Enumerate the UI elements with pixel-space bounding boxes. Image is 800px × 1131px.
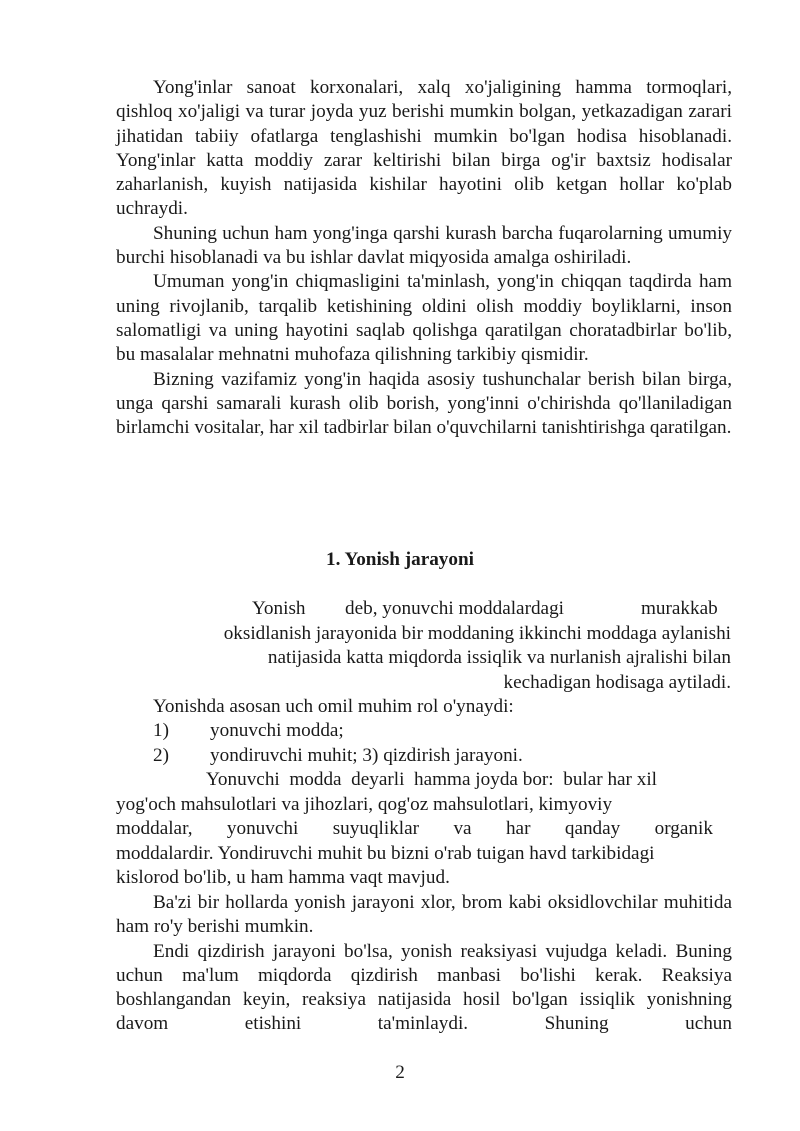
- definition-word-1: Yonish: [252, 598, 306, 619]
- definition-word-2: deb, yonuvchi moddalardagi: [345, 598, 564, 619]
- list-item-text: yondiruvchi muhit; 3) qizdirish jarayoni.: [210, 745, 523, 766]
- paragraph-5: Ba'zi bir hollarda yonish jarayoni xlor, brom kabi oksidlovchilar muhitida ham ro'y berishi mumkin.: [116, 892, 732, 938]
- fuel-word: va: [453, 818, 472, 839]
- fuel-line-2: yog'och mahsulotlari va jihozlari, qog'oz mahsulotlari, kimyoviy: [116, 794, 613, 815]
- fuel-line-4: moddalardir. Yondiruvchi muhit bu bizni o'rab tuigan havd tarkibidagi: [116, 843, 655, 864]
- paragraph-1: Yong'inlar sanoat korxonalari, xalq xo'jaligining hamma tormoqlari, qishloq xo'jaligi va turar joyda yuz berishi mumkin bolgan, yetkazadigan zarari jihatidan tabiiy ofatlarga tenglashishi mumkin bo'lgan hodisa hisoblanadi. Yong'inlar katta moddiy zarar keltirishi bilan birga og'ir baxtsiz hodisalar zaharlanish, kuyish natijasida kishilar hayotini olib ketgan hollar ko'plab uchraydi.: [116, 77, 732, 220]
- list-item-text: yonuvchi modda;: [210, 720, 344, 741]
- fuel-word: yonuvchi: [226, 818, 299, 839]
- list-item-number: 1): [153, 720, 169, 741]
- fuel-line-5: kislorod bo'lib, u ham hamma vaqt mavjud.: [116, 867, 450, 888]
- paragraph-2: Shuning uchun ham yong'inga qarshi kurash barcha fuqarolarning umumiy burchi hisoblanadi va bu ishlar davlat miqyosida amalga oshiriladi.: [116, 222, 732, 269]
- definition-line-2: oksidlanish jarayonida bir moddaning ikkinchi moddaga aylanishi: [223, 623, 731, 644]
- fuel-word: suyuqliklar: [332, 818, 420, 839]
- closing-section: [116, 891, 732, 1037]
- paragraph-3: Umuman yong'in chiqmasligini ta'minlash, yong'in chiqqan taqdirda ham uning rivojlanib, tarqalib ketishining oldini olish moddiy boyliklarni, inson salomatligi va uning hayotini saqlab qolishga qaratilgan choratadbirlar bo'lib, bu masalalar mehnatni muhofaza qilishning tarkibiy qismidir.: [116, 271, 732, 366]
- definition-line-3: natijasida katta miqdorda issiqlik va nurlanish ajralishi bilan: [267, 647, 731, 668]
- fuel-word: moddalar,: [116, 818, 193, 839]
- list-item-number: 2): [153, 745, 169, 766]
- fuel-word: har: [505, 818, 531, 839]
- factors-intro: Yonishda asosan uch omil muhim rol o'ynaydi:: [153, 696, 514, 717]
- paragraph-4: Bizning vazifamiz yong'in haqida asosiy tushunchalar berish bilan birga, unga qarshi samarali kurash olib borish, yong'inni o'chirishda qo'llaniladigan birlamchi vositalar, har xil tadbirlar bilan o'quvchilarni tanishtirishga qaratilgan.: [116, 368, 732, 439]
- definition-word-3: murakkab: [641, 598, 718, 619]
- section-heading: 1. Yonish jarayoni: [325, 549, 475, 570]
- fuel-line-1: Yonuvchi modda deyarli hamma joyda bor: bular har xil: [206, 769, 657, 790]
- fuel-word: organik: [654, 818, 713, 839]
- definition-line-4: kechadigan hodisaga aytiladi.: [503, 672, 731, 693]
- fuel-line-3: [116, 817, 713, 841]
- intro-section: [116, 76, 732, 440]
- fuel-word: qanday: [564, 818, 621, 839]
- page-number: 2: [395, 1062, 405, 1083]
- paragraph-6: Endi qizdirish jarayoni bo'lsa, yonish reaksiyasi vujudga keladi. Buning uchun ma'lum miqdorda qizdirish manbasi bo'lishi kerak. Reaksiya boshlangandan keyin, reaksiya natijasida hosil bo'lgan issiqlik yonishning davom etishini ta'minlaydi. Shuning uchun: [116, 940, 732, 1035]
